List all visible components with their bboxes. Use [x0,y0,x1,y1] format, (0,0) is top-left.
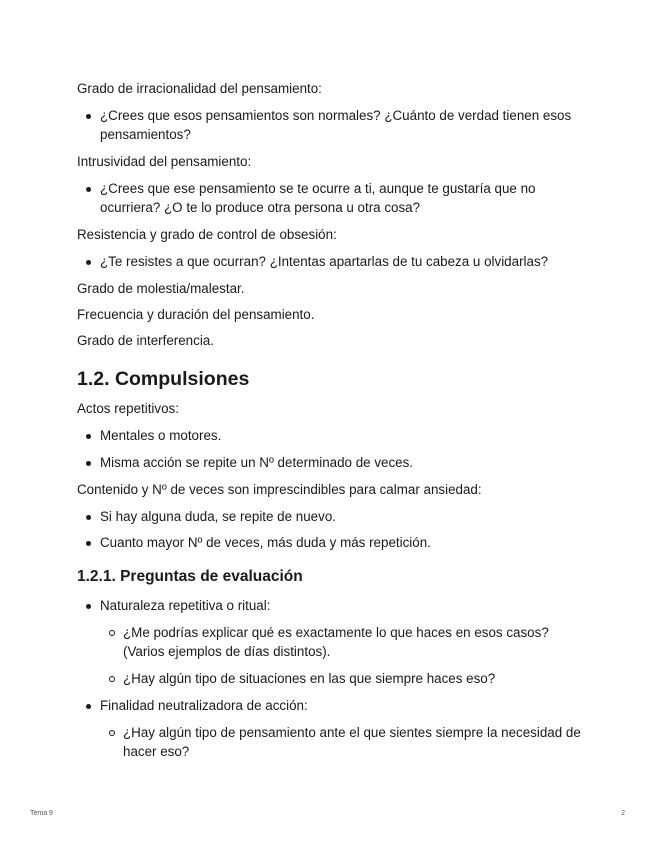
sub-list-item: ¿Me podrías explicar qué es exactamente lo que haces en esos casos? (Varios ejemplos de días distintos). [123,623,583,661]
list-item: Naturaleza repetitiva o ritual: [100,596,580,615]
sub-list-item: ¿Hay algún tipo de situaciones en las que siempre haces eso? [123,669,583,688]
list-item: ¿Te resistes a que ocurran? ¿Intentas apartarlas de tu cabeza u olvidarlas? [100,252,580,271]
paragraph: Resistencia y grado de control de obsesión: [77,227,337,242]
list-item: Finalidad neutralizadora de acción: [100,696,580,715]
page-number: 2 [621,810,625,817]
list-item: ¿Crees que esos pensamientos son normales? ¿Cuánto de verdad tienen esos pensamientos? [100,106,580,144]
subsection-heading: 1.2.1. Preguntas de evaluación [77,568,303,585]
paragraph: Grado de molestia/malestar. [77,281,245,296]
list-item: Mentales o motores. [100,426,580,445]
paragraph: Intrusividad del pensamiento: [77,154,252,169]
footer-left: Tema 9 [30,810,53,817]
list-item: Si hay alguna duda, se repite de nuevo. [100,507,580,526]
list-item: ¿Crees que ese pensamiento se te ocurre a ti, aunque te gustaría que no ocurriera? ¿O te lo produce otra persona u otra cosa? [100,179,580,217]
paragraph: Grado de interferencia. [77,333,214,348]
list-item: Misma acción se repite un Nº determinado de veces. [100,453,580,472]
section-heading: 1.2. Compulsiones [77,368,250,390]
paragraph: Actos repetitivos: [77,401,179,416]
paragraph: Contenido y Nº de veces son imprescindibles para calmar ansiedad: [77,482,482,497]
paragraph: Grado de irracionalidad del pensamiento: [77,81,322,96]
paragraph: Frecuencia y duración del pensamiento. [77,307,315,322]
sub-list-item: ¿Hay algún tipo de pensamiento ante el que sientes siempre la necesidad de hacer eso? [123,723,583,761]
list-item: Cuanto mayor Nº de veces, más duda y más repetición. [100,533,580,552]
